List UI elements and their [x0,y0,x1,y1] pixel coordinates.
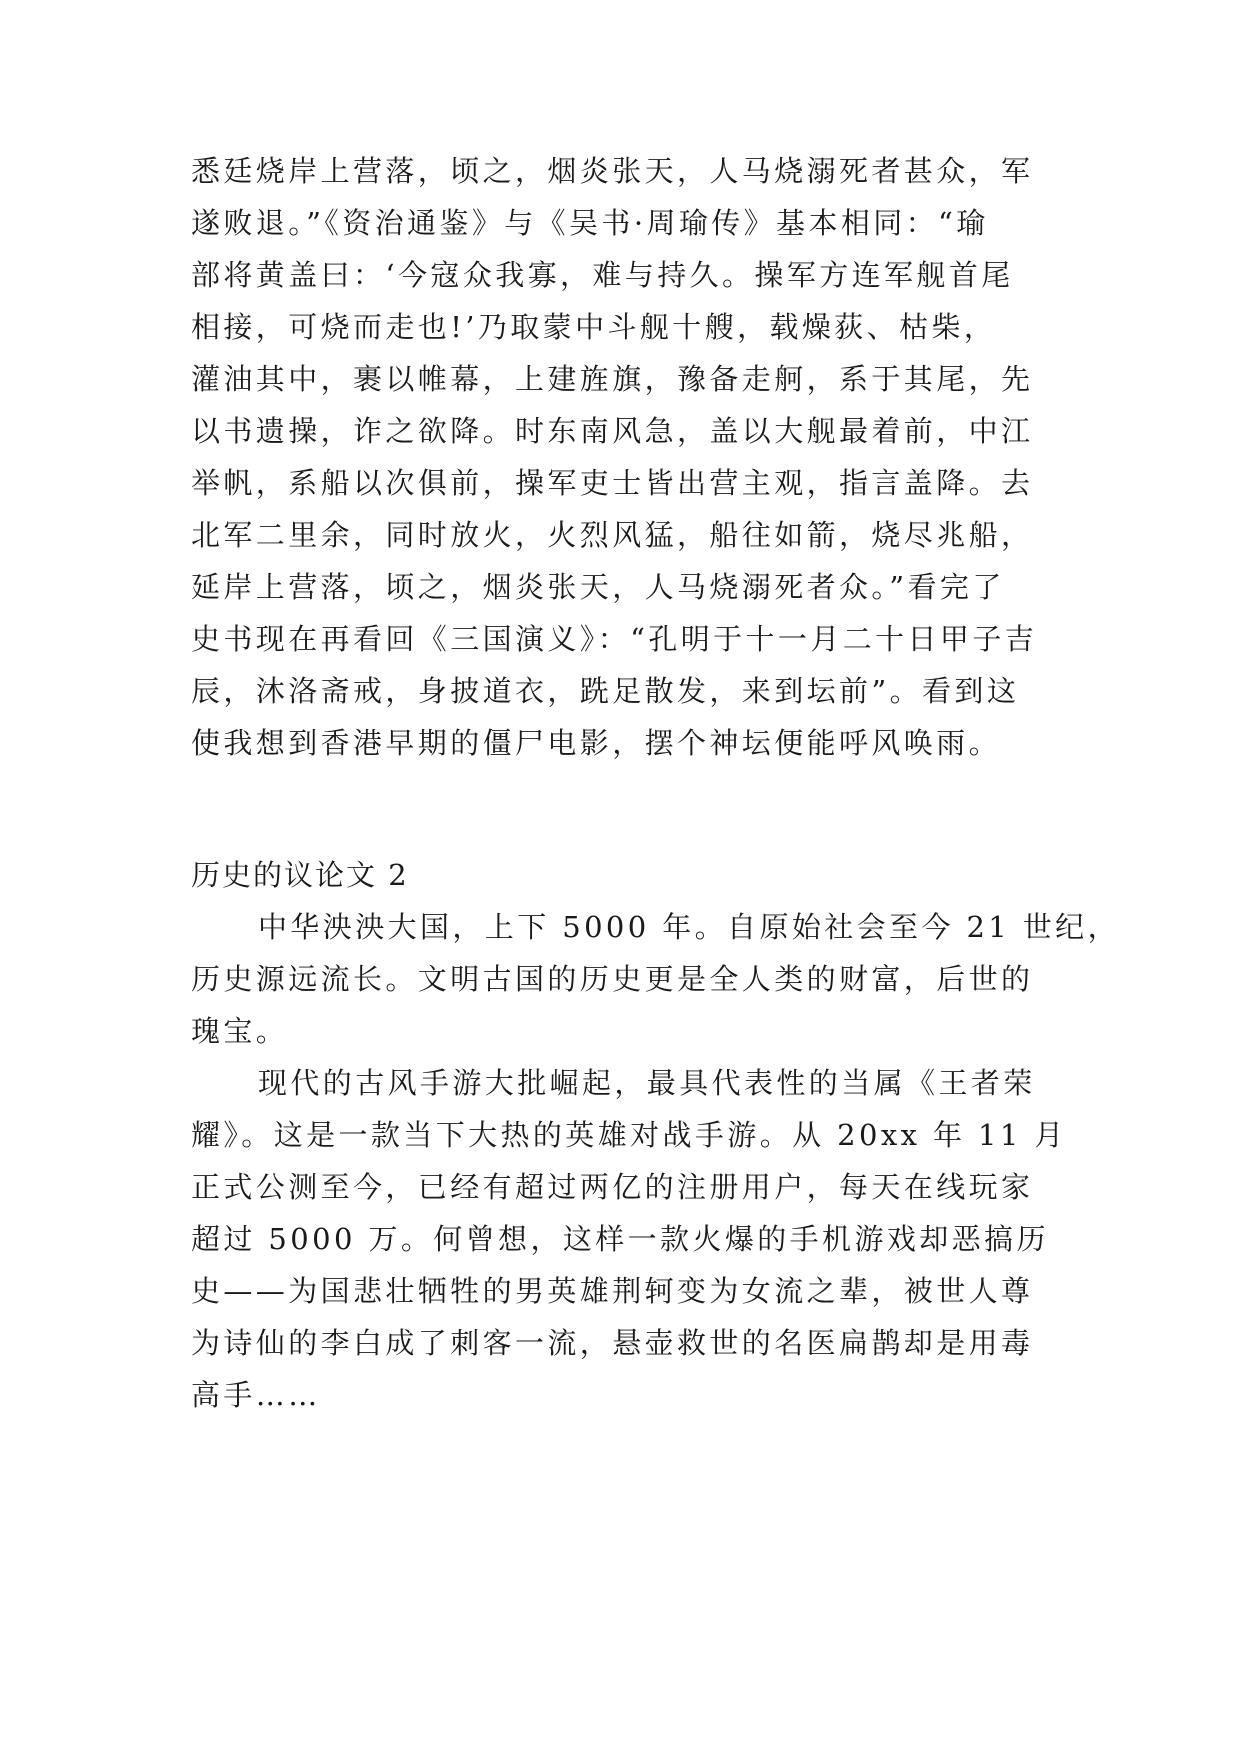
text-line: 使我想到香港早期的僵尸电影，摆个神坛便能呼风唤雨。 [191,726,1002,760]
text-line: 相接，可烧而走也!’乃取蒙中斗舰十艘，载燥荻、枯柴， [191,310,997,344]
text-line: 部将黄盖曰：‘今寇众我寡，难与持久。操军方连军舰首尾 [191,258,1014,292]
text-line: 辰，沐洛斋戒，身披道衣，跣足散发，来到坛前”。看到这 [191,674,1020,708]
text-line: 超过 5000 万。何曾想，这样一款火爆的手机游戏却恶搞历 [191,1222,1049,1256]
text-line: 灌油其中，裹以帷幕，上建旌旗，豫备走舸，系于其尾，先 [191,362,1034,396]
text-line: 瑰宝。 [191,1014,289,1048]
text-line: 北军二里余，同时放火，火烈风猛，船往如箭，烧尽兆船， [191,518,1034,552]
text-line: 延岸上营落，顷之，烟炎张天，人马烧溺死者众。”看完了 [191,570,1005,604]
text-line: 举帆，系船以次俱前，操军吏士皆出营主观，指言盖降。去 [191,466,1034,500]
text-line: 高手…… [191,1378,321,1412]
text-line: 史——为国悲壮牺牲的男英雄荆轲变为女流之辈，被世人尊 [191,1274,1034,1308]
text-line: 现代的古风手游大批崛起，最具代表性的当属《王者荣 [258,1066,1036,1100]
text-line: 历史源远流长。文明古国的历史更是全人类的财富，后世的 [191,962,1034,996]
text-line: 史书现在再看回《三国演义》：“孔明于十一月二十日甲子吉 [191,622,1038,656]
text-line: 为诗仙的李白成了刺客一流，悬壶救世的名医扁鹊却是用毒 [191,1326,1034,1360]
section-title: 历史的议论文 2 [191,858,409,892]
text-line: 耀》。这是一款当下大热的英雄对战手游。从 20xx 年 11 月 [191,1118,1067,1152]
text-line: 中华泱泱大国，上下 5000 年。自原始社会至今 21 世纪， [258,910,1120,944]
text-line: 遂败退。”《资治通鉴》与《吴书·周瑜传》基本相同：“瑜 [191,206,989,240]
text-line: 悉廷烧岸上营落，顷之，烟炎张天，人马烧溺死者甚众，军 [191,154,1034,188]
text-line: 正式公测至今，已经有超过两亿的注册用户，每天在线玩家 [191,1170,1034,1204]
text-line: 以书遗操，诈之欲降。时东南风急，盖以大舰最着前，中江 [191,414,1034,448]
